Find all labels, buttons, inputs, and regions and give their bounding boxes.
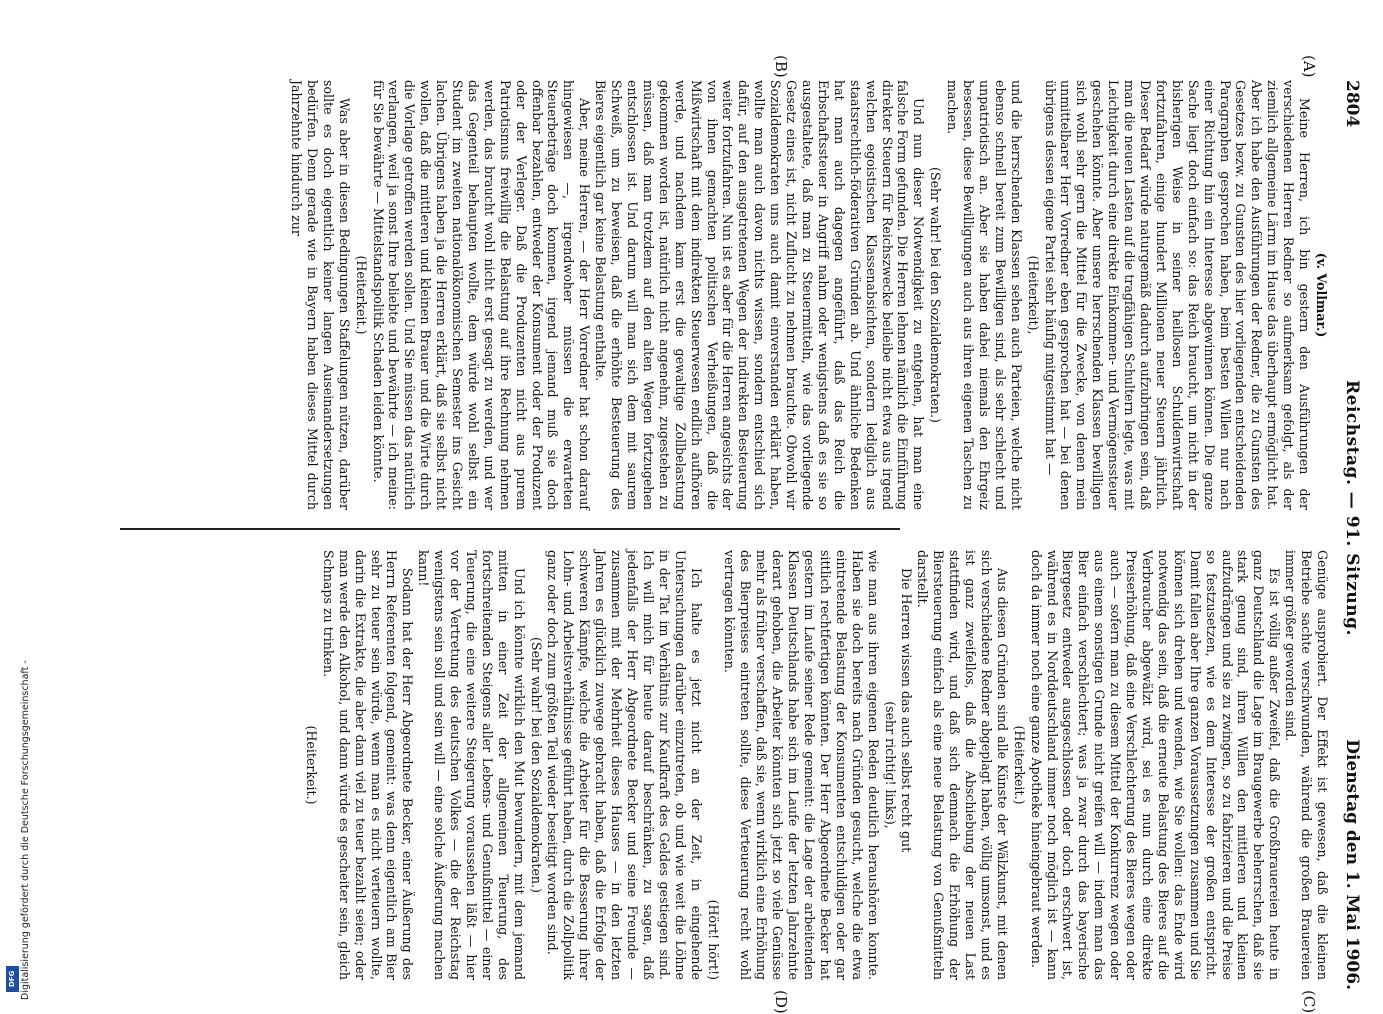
paragraph: Und ich könnte wirklich den Mut bewundern, mit dem jemand mitten in einer Zeit der allgemeinen Teuerung, des fortschreitenden Steigens aller Lebens- und Genußmittel — einer Teuerung, die eine weitere Steigerung voraussehen läßt — hier vor der Vertretung des deutschen Volkes — die der Reichstag wenigstens sein soll und sein will — eine solche Äußerung machen kann! <box>416 550 527 980</box>
dfg-logo: DFG <box>6 966 19 992</box>
margin-marker-c: (C) <box>1300 990 1318 1014</box>
page-number: 2804 <box>1342 80 1362 128</box>
scanned-page <box>70 50 1370 1014</box>
page-date: Dienstag den 1. Mai 1906. <box>1342 739 1362 990</box>
interjection: (Sehr wahr! bei den Sozialdemokraten.) <box>528 637 544 893</box>
rotated-page-container <box>70 50 1370 1014</box>
paragraph: Ich halte es jetzt nicht an der Zeit, in eingehende Untersuchungen darüber einzutreten, ob und wie weit die Löhne in der Tat im Verhältnis zur Kaufkraft des Geldes gestiegen sind. Ich will mich für heute darauf beschränken, zu sagen, daß jedenfalls der Herr Abgeordnete Becker und seine Freunde — zusammen mit der Mehrheit dieses Hauses — in den letzten Jahren es glücklich zuwege gebracht haben, daß die Erfolge der schweren Kämpfe, welche die Arbeiter für die Besserung ihrer Lohn- und Arbeitsverhältnisse geführt haben, durch die Zollpolitik ganz oder doch zum größten Teil wieder beseitigt worden sind. <box>545 550 704 980</box>
paragraph: Was aber in diesen Bedingungen Staffelungen nützen, darüber sollte es doch eigentlich keiner langen Auseinandersetzungen bedürfen. Denn gerade wie in Bayern haben dieses Mittel durch Jahrzehnte hindurch zur <box>289 80 352 510</box>
column-divider <box>120 528 900 530</box>
speaker-name: (v. Vollmar.) <box>1314 252 1329 338</box>
interjection: (Heiterkeit.) <box>1011 725 1027 805</box>
paragraph: Die Herren wissen das auch selbst recht gut <box>899 568 915 853</box>
margin-marker-b: (B) <box>772 55 790 78</box>
paragraph: Meine Herren, ich bin gestern den Ausführungen der verschiedenen Herren Redner so aufmerksam gefolgt, als der ziemlich allgemeine Lärm im Hause das überhaupt ermöglicht hat. Aber ich habe den Ausführungen der Redner, die zu Gunsten des Gesetzes bezw. zu Gunsten des hier vorliegenden entscheidenden Paragraphen gesprochen haben, beim besten Willen nur nach einer Richtung hin ein Interesse abgewinnen können. Die ganze Sache liegt doch einfach so: das Reich braucht, um nicht in der bisherigen Weise in seiner heillosen Schuldenwirtschaft fortzufahren, einige hundert Millionen neuer Steuern jährlich. Dieser Bedarf würde naturgemäß dadurch aufzubringen sein, daß man die neuen Lasten auf die tragfähigen Schultern legte, was mit Leichtigkeit durch eine direkte Einkommen- und Vermögenssteuer geschehen könnte. Aber unsere herrschenden Klassen bewilligen sich wohl sehr gern die Mittel für die Zwecke, von denen mein unmittelbarer Herr Vorredner eben gesprochen hat — bei denen übrigens dessen eigene Partei sehr häufig mitgestimmt hat — <box>1042 80 1313 510</box>
interjection: (Hört! hört!) <box>705 899 721 980</box>
page-header <box>1332 80 1362 990</box>
right-column <box>302 550 1330 980</box>
paragraph: Aber, meine Herren, — der Herr Vorredner hat schon darauf hingewiesen —, irgendwoher müssen die erwarteten Steuerbeträge doch kommen, irgend jemand muß sie doch offenbar bezahlen, entweder der Konsument oder der Produzent oder der Verleger. Daß die Produzenten nicht aus purem Patriotismus freiwillig die Belastung auf ihre Rechnung nehmen werden, das braucht wohl nicht erst gesagt zu werden, und wer das Gegenteil behaupten wollte, dem würde wohl selbst ein Student im zweiten nationalökonomischen Semester ins Gesicht lachen. Übrigens haben ja die Herren erklärt, daß sie selbst nicht wollen, daß die mittleren und kleinen Brauer und die Wirte durch die Vorlage getroffen werden sollen. Und Sie müssen das natürlich verlangen, weil ja sonst Ihre beliebte und bewährte — ich meine: für Sie bewährte — Mittelstandspolitik Schaden leiden könnte. <box>370 80 593 510</box>
paragraph: Genüge ausprobiert. Der Effekt ist gewesen, daß die kleinen Betriebe sachte verschwunden, während die großen Brauereien immer größer geworden sind. <box>1283 550 1330 980</box>
paragraph: Und nun dieser Notwendigkeit zu entgehen, hat man eine falsche Form gefunden. Die Herren lehnen nämlich die Einführung direkter Steuern für Reichszwecke beileibe nicht etwa aus irgend welchen egoistischen Klassenabsichten, sondern lediglich aus staatsrechtlich-föderativen Gründen ab. Und ähnliche Bedenken hat man auch dagegen angeführt, daß das Reich die Erbschaftssteuer in Angriff nahm oder wenigstens daß es sie so ausgestaltete, daß man zu Steuermitteln, wie das vorliegende Gesetz eines ist, nicht Zuflucht zu nehmen brauchte. Obwohl wir Sozialdemokraten uns auch damit einverstanden erklärt haben, wollte man auch davon nichts wissen, sondern entschied sich dafür, auf den ausgetretenen Wegen der indirekten Besteuerung weiter fortzufahren. Nun ist es aber für die Herren angesichts der von ihnen gemachten politischen Verheißungen, daß die Mißwirtschaft mit dem indirekten Steuerwesen endlich aufhören werde, und nachdem kam erst die gewaltige Zollbelastung gekommen worden ist, natürlich nicht angenehm, zugestehen zu müssen, daß man trotzdem auf den alten Wegen fortzugehen entschlossen ist. Und darum will man sich dem mit saurem Schweiß, um zu beweisen, daß die erhöhte Besteuerung des Bieres eigentlich gar keine Belastung enthalte. <box>593 80 927 510</box>
left-column <box>288 80 1330 510</box>
interjection: (Heiterkeit.) <box>303 725 319 805</box>
margin-marker-d: (D) <box>772 990 790 1014</box>
paragraph: Sodann hat der Herr Abgeordnete Becker, einer Äußerung des Herrn Referenten folgend, gemeint: was denn eigentlich am Bier sehr zu teuer sein würde, wenn man es nicht verteuern wollte, darin die Extrakte, die aber dann viel zu teuer bezahlt seien; oder man werde den Alkohol, und dann würde es gescheiter sein, gleich Schnaps zu trinken. <box>320 550 416 980</box>
paragraph: wie man aus ihren eigenen Reden deutlich heraushören konnte. Haben sie doch bereits nach Gründen gesucht, welche die etwa eintretende Belastung der Konsumenten entschuldigen oder gar sittlich rechtfertigen könnten. Der Herr Abgeordnete Becker hat gestern im Laufe seiner Rede gemeint: die Lage der arbeitenden Klassen Deutschlands habe sich im Laufe der letzten Jahrzehnte derart gehoben, die Arbeiter könnten sich jetzt so viele Genüsse mehr als früher verschaffen, daß sie, wenn wirklich eine Erhöhung des Bierpreises eintreten sollte, diese Verteuerung recht wohl vertragen könnten. <box>722 550 881 980</box>
paragraph: und die herrschenden Klassen sehen auch Parteien, welche nicht ebenso schnell bereit zum Bewilligen sind, als sehr schlecht und unpatriotisch an. Aber sie haben dabei niemals den Ehrgeiz besessen, diese Bewilligungen auch aus ihren eigenen Taschen zu machen. <box>945 80 1024 510</box>
interjection: (sehr richtig! links), <box>882 701 898 829</box>
interjection: (Heiterkeit.) <box>353 255 369 335</box>
interjection: (Heiterkeit), <box>1025 255 1041 335</box>
digitization-credit <box>4 0 31 1000</box>
page-title: Reichstag. — 91. Sitzung. <box>1342 380 1362 636</box>
paragraph: Aus diesen Gründen sind alle Künste der Wälzkunst, mit denen sich verschiedene Redner abgeplagt haben, völlig umsonst, und es ist ganz zweifellos, daß die Abschiebung der neuen Last stattfinden wird, und daß sich demnach die Erhöhung der Biersteuerung einfach als eine neue Belastung von Genußmitteln darstellt. <box>915 550 1010 980</box>
credit-text: Digitalisierung gefördert durch die Deutsche Forschungsgemeinschaft - <box>20 660 31 1000</box>
interjection: (Sehr wahr! bei den Sozialdemokraten.) <box>928 167 944 423</box>
paragraph: Es ist völlig außer Zweifel, daß die Großbrauereien heute in ganz Deutschland die Lage im Braugewerbe beherrschen, daß sie stark genug sind, ihren Willen den mittleren und kleinen aufzudrängen und sie zu zwingen, so zu fabrizieren und die Preise so festzusetzen, wie es dem Interesse der großen entspricht. Damit fallen aber Ihre ganzen Voraussetzungen zusammen und Sie können sich drehen und wenden, wie Sie wollen: das Ende wird notwendig das sein, daß die erneute Belastung des Bieres auf die Verbraucher abgewälzt wird, sei es nun durch eine direkte Preiserhöhung, daß eine Verschlechterung des Bieres wegen oder auch — sofern man zu diesem Mittel der Konkurrenz wegen oder aus einem sonstigen Grunde nicht greifen will — indem man das Bier einfach verschlechtert; was ja zwar durch das bayerische Biergesetz entweder ausgeschlossen oder doch erschwert ist, während es in Norddeutschland immer noch möglich ist — kann doch da immer noch eine ganze Apotheke hineingebraut werden. <box>1028 550 1283 980</box>
margin-marker-a: (A) <box>1300 55 1318 78</box>
